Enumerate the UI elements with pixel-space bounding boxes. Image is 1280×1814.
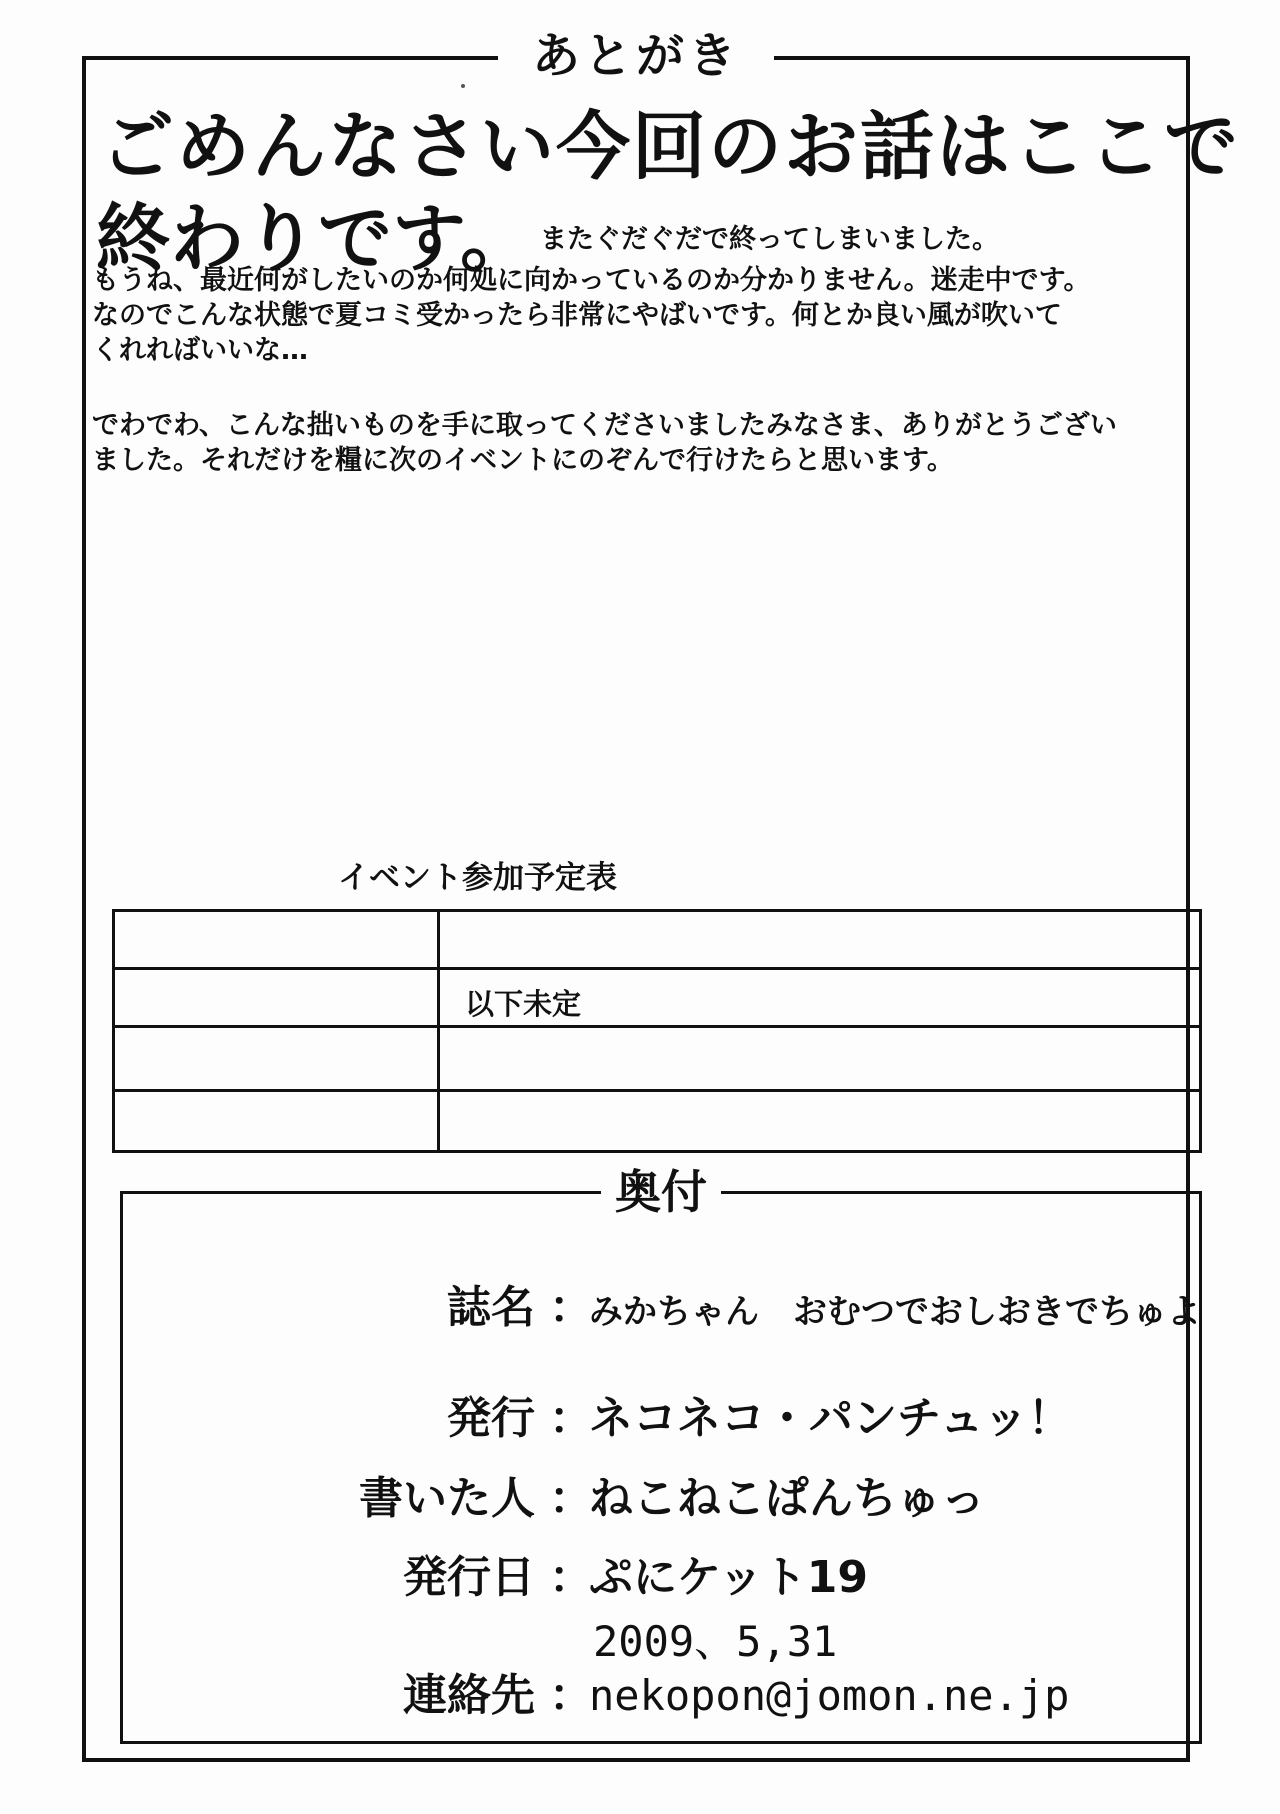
afterword-headline-line2: 終わりです。 (96, 196, 535, 282)
colophon-title-label: 誌名 (447, 1282, 535, 1333)
colophon-heading-wrap (123, 1164, 1199, 1220)
colophon-publisher-label: 発行 (447, 1393, 535, 1444)
colophon-row-publisher (123, 1389, 1203, 1453)
colophon-frame (120, 1165, 1202, 1744)
colophon-date-event: ぷにケット19 (589, 1552, 869, 1603)
schedule-note: 以下未定 (465, 987, 582, 1021)
afterword-paragraph2-line: ました。それだけを糧に次のイベントにのぞんで行けたらと思います。 (92, 445, 954, 476)
colophon-separator: ： (549, 1552, 593, 1603)
schedule-row (115, 1028, 1199, 1092)
colophon-separator: ： (549, 1282, 593, 1333)
colophon-separator: ： (549, 1473, 593, 1524)
afterword-paragraph1-line: くれればいいな… (92, 335, 308, 366)
afterword-paragraph2-line: でわでわ、こんな拙いものを手に取ってくださいましたみなさま、ありがとうござい (92, 410, 1117, 441)
schedule-column-divider (437, 912, 440, 1150)
afterword-heading-wrap (86, 26, 1186, 86)
afterword-headline-aside: またぐだぐだで終ってしまいました。 (540, 224, 999, 255)
schedule-row (115, 1092, 1199, 1153)
afterword-paragraph1-line: なのでこんな状態で夏コミ受かったら非常にやばいです。何とか良い風が吹いて (92, 300, 1062, 331)
colophon-author-value: ねこねこぱんちゅっ (589, 1473, 985, 1524)
colophon-heading: 奥付 (601, 1164, 721, 1220)
colophon-date-label: 発行日 (403, 1552, 535, 1603)
colophon-separator: ： (549, 1670, 593, 1721)
colophon-row-title (123, 1278, 1203, 1342)
colophon-contact-value: nekopon@jomon.ne.jp (589, 1671, 1070, 1720)
colophon-row-date (123, 1548, 1203, 1612)
colophon-author-label: 書いた人 (359, 1473, 535, 1524)
colophon-separator: ： (549, 1393, 593, 1444)
afterword-headline-line1: ごめんなさい今回のお話はここで (100, 104, 1240, 190)
colophon-contact-label: 連絡先 (403, 1670, 535, 1721)
schedule-row (115, 970, 1199, 1028)
colophon-publisher-value: ネコネコ・パンチュッ！ (589, 1393, 1072, 1444)
schedule-row (115, 912, 1199, 970)
afterword-heading: あとがき (498, 26, 774, 86)
schedule-table (112, 909, 1202, 1153)
colophon-row-contact (123, 1666, 1203, 1730)
colophon-row-author (123, 1469, 1203, 1533)
colophon-date-value: 2009、5,31 (593, 1617, 838, 1666)
afterword-paragraph1-line: もうね、最近何がしたいのか何処に向かっているのか分かりません。迷走中です。 (92, 265, 1091, 296)
schedule-title: イベント参加予定表 (338, 860, 617, 896)
colophon-title-value: みかちゃん おむつでおしおきでちゅよ (589, 1292, 1201, 1332)
